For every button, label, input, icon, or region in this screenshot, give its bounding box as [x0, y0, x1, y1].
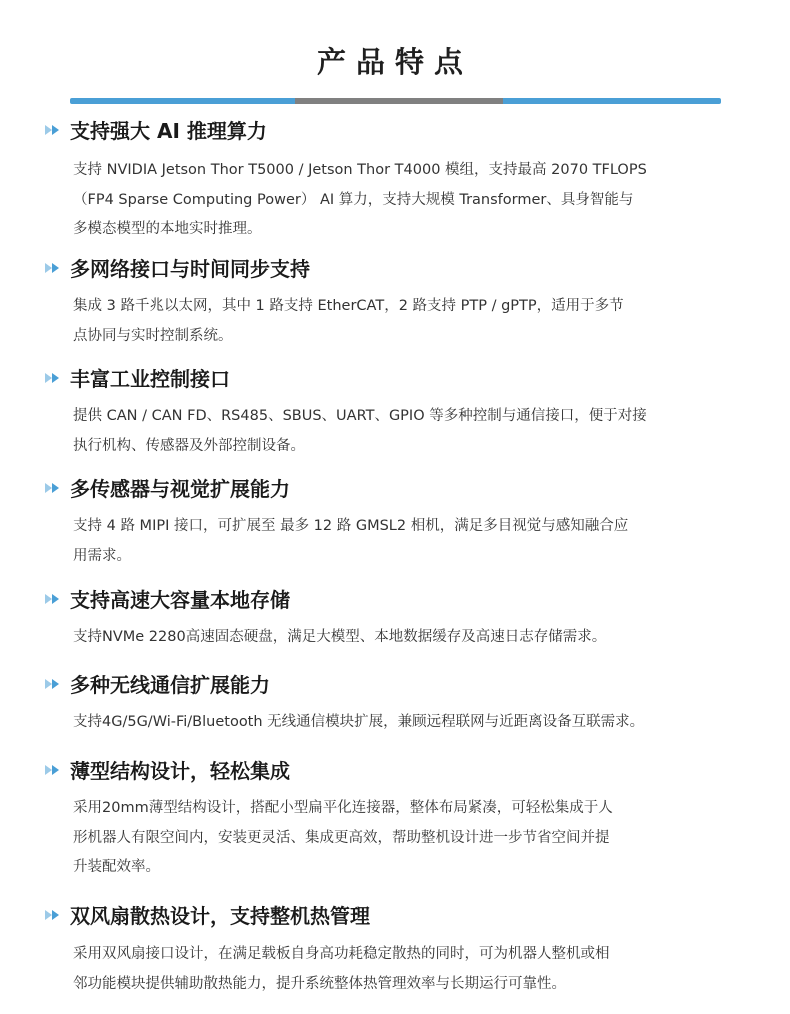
feature-heading	[0, 118, 790, 148]
feature-heading	[0, 758, 790, 788]
feature-description-line: 支持 NVIDIA Jetson Thor T5000 / Jetson Thor T4000 模组，支持最高 2070 TFLOPS	[73, 162, 647, 178]
divider-segment-middle	[295, 98, 503, 104]
feature-description	[73, 940, 743, 999]
feature-item	[0, 366, 790, 396]
title-divider-bar	[70, 98, 721, 104]
feature-heading	[0, 256, 790, 286]
feature-description-line: 采用20mm薄型结构设计，搭配小型扁平化连接器，整体布局紧凑，可轻松集成于人	[73, 800, 613, 816]
feature-description-line: 采用双风扇接口设计，在满足载板自身高功耗稳定散热的同时，可为机器人整机或相	[73, 946, 610, 962]
double-triangle-right-icon	[44, 908, 62, 922]
feature-description	[73, 512, 743, 571]
divider-segment-left	[70, 98, 295, 104]
feature-heading	[0, 366, 790, 396]
feature-description-line: 提供 CAN / CAN FD、RS485、SBUS、UART、GPIO 等多种控制与通信接口，便于对接	[73, 408, 647, 424]
feature-description-line: 支持NVMe 2280高速固态硬盘，满足大模型、本地数据缓存及高速日志存储需求。	[73, 629, 607, 645]
feature-description-line: 邻功能模块提供辅助散热能力，提升系统整体热管理效率与长期运行可靠性。	[73, 975, 566, 992]
feature-heading	[0, 672, 790, 702]
feature-description	[73, 156, 743, 245]
feature-item	[0, 672, 790, 702]
feature-description	[73, 794, 743, 883]
feature-description-line: 多模态模型的本地实时推理。	[73, 221, 262, 237]
feature-description-line: 用需求。	[73, 547, 131, 564]
feature-title: 丰富工业控制接口	[70, 367, 230, 391]
feature-item	[0, 476, 790, 506]
double-triangle-right-icon	[44, 481, 62, 495]
feature-item	[0, 587, 790, 617]
feature-description	[73, 402, 743, 461]
feature-title: 多种无线通信扩展能力	[70, 673, 270, 697]
feature-title: 支持高速大容量本地存储	[70, 588, 290, 612]
feature-description-line: 升装配效率。	[73, 859, 160, 875]
feature-title: 多网络接口与时间同步支持	[70, 257, 310, 281]
feature-item	[0, 758, 790, 788]
divider-segment-right	[503, 98, 721, 104]
feature-description-line: （FP4 Sparse Computing Power） AI 算力，支持大规模 Transformer、具身智能与	[73, 191, 634, 208]
feature-description-line: 集成 3 路千兆以太网，其中 1 路支持 EtherCAT，2 路支持 PTP / gPTP，适用于多节	[73, 298, 624, 314]
feature-item	[0, 256, 790, 286]
feature-description-line: 支持 4 路 MIPI 接口，可扩展至 最多 12 路 GMSL2 相机，满足多目视觉与感知融合应	[73, 518, 629, 534]
double-triangle-right-icon	[44, 763, 62, 777]
double-triangle-right-icon	[44, 592, 62, 606]
feature-title: 支持强大 AI 推理算力	[70, 119, 267, 143]
feature-description-line: 点协同与实时控制系统。	[73, 327, 233, 344]
feature-title: 多传感器与视觉扩展能力	[70, 477, 290, 501]
feature-description-line: 执行机构、传感器及外部控制设备。	[73, 437, 305, 454]
double-triangle-right-icon	[44, 261, 62, 275]
feature-heading	[0, 587, 790, 617]
feature-description	[73, 292, 743, 351]
feature-item	[0, 118, 790, 148]
feature-heading	[0, 476, 790, 506]
feature-description	[73, 623, 743, 653]
feature-title: 双风扇散热设计，支持整机热管理	[70, 904, 370, 928]
double-triangle-right-icon	[44, 123, 62, 137]
double-triangle-right-icon	[44, 371, 62, 385]
feature-description	[73, 708, 743, 738]
feature-heading	[0, 903, 790, 933]
feature-description-line: 形机器人有限空间内，安装更灵活、集成更高效，帮助整机设计进一步节省空间并提	[73, 829, 610, 846]
double-triangle-right-icon	[44, 677, 62, 691]
page-title: 产品特点	[316, 45, 473, 79]
feature-title: 薄型结构设计，轻松集成	[70, 759, 290, 783]
feature-item	[0, 903, 790, 933]
feature-description-line: 支持4G/5G/Wi-Fi/Bluetooth 无线通信模块扩展，兼顾远程联网与近距离设备互联需求。	[73, 714, 645, 730]
